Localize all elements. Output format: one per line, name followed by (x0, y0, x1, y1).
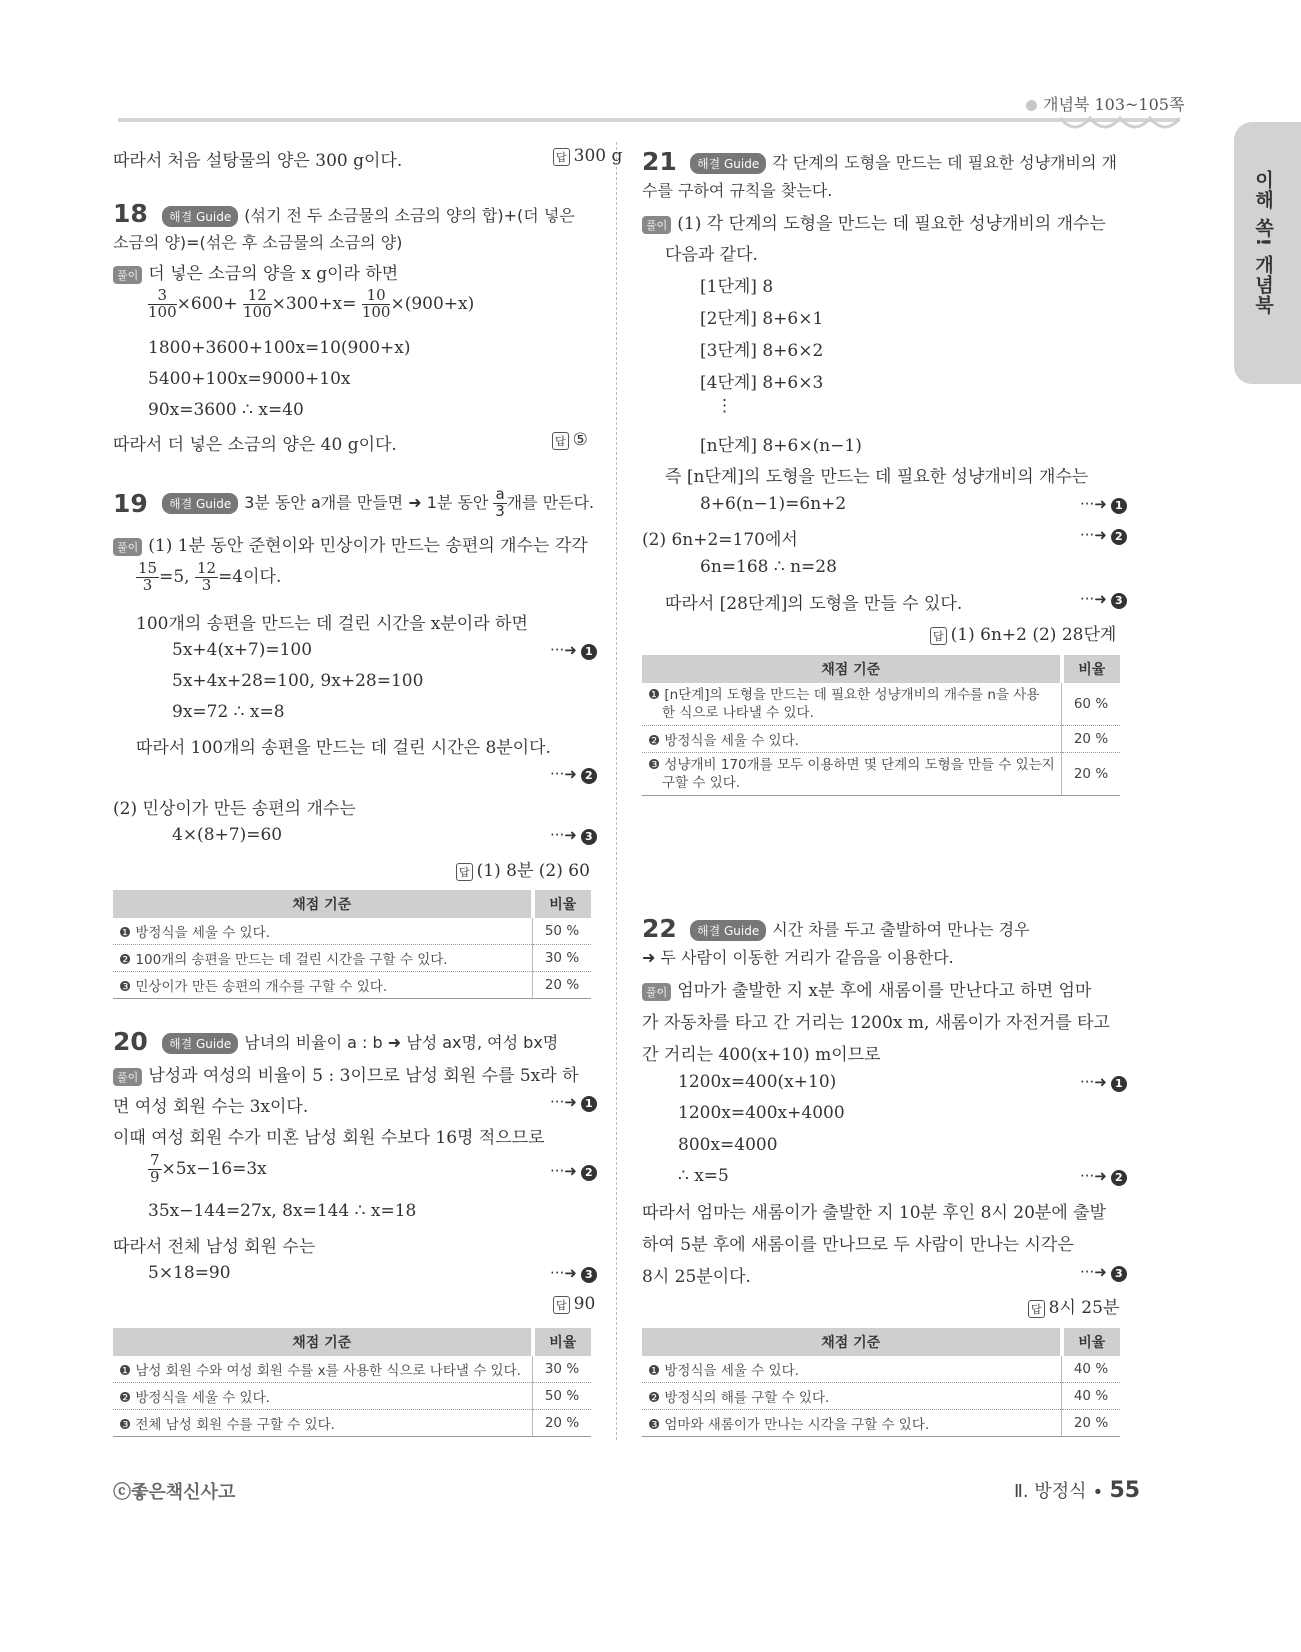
step-marker-2: ···➜ 2 (550, 1162, 597, 1181)
p19-equation1: 5x+4(x+7)=100 (172, 640, 313, 660)
table-row: ❷ 방정식의 해를 구할 수 있다. 40 % (642, 1383, 1120, 1410)
problem-number-19: 19 (113, 489, 148, 518)
step-marker-2: ···➜ 2 (1080, 526, 1127, 545)
p18-equation3: 5400+100x=9000+10x (148, 369, 351, 389)
header-rule (118, 118, 1180, 122)
p20-scoring-table (113, 1328, 591, 1437)
p21-line4: (2) 6n+2=170에서 (642, 530, 798, 550)
table-header-ratio: 비율 (533, 890, 592, 918)
column-divider (616, 142, 617, 1440)
answer-icon: 답 (553, 1296, 570, 1314)
p19-line4: 따라서 100개의 송편을 만드는 데 걸린 시간은 8분이다. (136, 738, 551, 758)
p19-equation4: 4×(8+7)=60 (172, 825, 283, 845)
table-row: ❷ 방정식을 세울 수 있다. 50 % (113, 1383, 591, 1410)
p21-equation1: 8+6(n−1)=6n+2 (700, 494, 847, 514)
p22-equation1: 1200x=400(x+10) (678, 1072, 837, 1092)
p21-guide: 해결 Guide 각 단계의 도형을 만드는 데 필요한 성냥개비의 개 (690, 150, 1117, 174)
table-header-ratio: 비율 (1062, 655, 1121, 683)
p19-equation3: 9x=72 ∴ x=8 (172, 702, 285, 722)
p18-equation1: $\frac{3}{100}$ ×600+ $\frac{12}{100}$ ×300+x= $\frac{10}{100}$ ×(900+x) (148, 286, 475, 321)
table-row: ❶ 방정식을 세울 수 있다. 50 % (113, 918, 591, 945)
fraction: $\frac{10}{100}$ (361, 286, 391, 321)
p21-line3: 즉 [n단계]의 도형을 만드는 데 필요한 성냥개비의 개수는 (665, 467, 1089, 487)
p22-equation3: 800x=4000 (678, 1135, 778, 1155)
table-header-criteria: 채점 기준 (113, 1328, 533, 1356)
bullet-icon (1026, 100, 1037, 111)
page-footer (1014, 1477, 1140, 1503)
p22-line3: 간 거리는 400(x+10) m이므로 (642, 1045, 881, 1065)
chapter-label: Ⅱ. 방정식 ∙ (1014, 1481, 1104, 1502)
table-header-criteria: 채점 기준 (642, 655, 1062, 683)
p19-scoring-table (113, 890, 591, 999)
answer-icon: 답 (552, 432, 569, 450)
p20-equation1: $\frac{7}{9}$ ×5x−16=3x (150, 1151, 267, 1186)
p20-line1: 풀이 남성과 여성의 비율이 5 : 3이므로 남성 회원 수를 5x라 하 (113, 1061, 579, 1086)
p22-equation2: 1200x=400x+4000 (678, 1103, 845, 1123)
p21-line2: 다음과 같다. (665, 245, 758, 265)
guide-badge: 해결 Guide (690, 920, 766, 941)
p18-conclusion: 따라서 더 넣은 소금의 양은 40 g이다. (113, 435, 397, 455)
guide-badge: 해결 Guide (162, 206, 238, 227)
table-header-criteria: 채점 기준 (113, 890, 533, 918)
p18-guide: 해결 Guide (섞기 전 두 소금물의 소금의 양의 합)+(더 넣은 (162, 203, 575, 227)
p17-conclusion: 따라서 처음 설탕물의 양은 300 g이다. (113, 151, 403, 171)
answer-icon: 답 (1028, 1300, 1045, 1318)
p18-guide-cont: 소금의 양)=(섞은 후 소금물의 소금의 양) (113, 233, 403, 252)
wave-decoration-icon (1060, 112, 1180, 136)
step-marker-3: ···➜ 3 (550, 1264, 597, 1283)
p21-equation2: 6n=168 ∴ n=28 (700, 557, 837, 577)
p20-guide: 해결 Guide 남녀의 비율이 a : b ➜ 남성 ax명, 여성 bx명 (162, 1030, 558, 1054)
p22-guide-cont: ➜ 두 사람이 이동한 거리가 같음을 이용한다. (642, 948, 954, 967)
p22-scoring-table (642, 1328, 1120, 1437)
step-marker-3: ···➜ 3 (550, 826, 597, 845)
p21-step-n: [n단계] 8+6×(n−1) (700, 436, 862, 456)
problem-number-20: 20 (113, 1027, 148, 1056)
p21-line1: 풀이 (1) 각 단계의 도형을 만드는 데 필요한 성냥개비의 개수는 (642, 209, 1106, 234)
side-tab-label: 이해 쏙! 개념북 (1252, 170, 1274, 315)
guide-badge: 해결 Guide (162, 1033, 238, 1054)
table-row: ❶ 방정식을 세울 수 있다. 40 % (642, 1356, 1120, 1383)
p20-equation3: 5×18=90 (148, 1263, 231, 1283)
fraction: $\frac{15}{3}$ (138, 559, 158, 594)
step-marker-2: ···➜ 2 (550, 765, 597, 784)
step-marker-1: ···➜ 1 (1080, 1073, 1127, 1092)
p21-step3: [3단계] 8+6×2 (700, 341, 824, 361)
table-header-ratio: 비율 (1062, 1328, 1121, 1356)
fraction: $\frac{12}{3}$ (196, 559, 217, 594)
p19-answer: 답 (1) 8분 (2) 60 (456, 856, 590, 881)
p21-ellipsis: ⋮ (716, 396, 733, 416)
p18-equation4: 90x=3600 ∴ x=40 (148, 400, 304, 420)
p22-line4: 따라서 엄마는 새롬이가 출발한 지 10분 후인 8시 20분에 출발 (642, 1203, 1106, 1223)
step-marker-1: ···➜ 1 (1080, 495, 1127, 514)
p21-answer: 답 (1) 6n+2 (2) 28단계 (930, 620, 1116, 645)
step-marker-1: ···➜ 1 (550, 641, 597, 660)
p22-equation4: ∴ x=5 (678, 1166, 729, 1186)
p22-guide: 해결 Guide 시간 차를 두고 출발하여 만나는 경우 (690, 917, 1030, 941)
p22-line6: 8시 25분이다. (642, 1267, 751, 1287)
table-row: ❸ 전체 남성 회원 수를 구할 수 있다. 20 % (113, 1410, 591, 1437)
p19-guide: 해결 Guide 3분 동안 a개를 만들면 ➜ 1분 동안 $\frac{a}{3}$ 개를 만든다. (162, 487, 594, 520)
table-row: ❷ 100개의 송편을 만드는 데 걸린 시간을 구할 수 있다. 30 % (113, 945, 591, 972)
p20-line4: 따라서 전체 남성 회원 수는 (113, 1237, 316, 1257)
table-row: ❶ [n단계]의 도형을 만드는 데 필요한 성냥개비의 개수를 n을 사용 한 식으로 나타낼 수 있다. 60 % (642, 683, 1120, 726)
p20-line2: 면 여성 회원 수는 3x이다. (113, 1097, 309, 1117)
p21-step2: [2단계] 8+6×1 (700, 309, 824, 329)
p20-equation2: 35x−144=27x, 8x=144 ∴ x=18 (148, 1201, 417, 1221)
p22-line5: 하여 5분 후에 새롬이를 만나므로 두 사람이 만나는 시각은 (642, 1235, 1074, 1255)
table-header-criteria: 채점 기준 (642, 1328, 1062, 1356)
solution-badge: 풀이 (113, 538, 142, 556)
fraction: $\frac{12}{100}$ (242, 286, 272, 321)
step-marker-3: ···➜ 3 (1080, 1263, 1127, 1282)
guide-badge: 해결 Guide (690, 153, 766, 174)
p22-line1: 풀이 엄마가 출발한 지 x분 후에 새롬이를 만난다고 하면 엄마 (642, 976, 1091, 1001)
publisher-logo: ⓒ좋은책신사고 (113, 1482, 236, 1503)
p20-line3: 이때 여성 회원 수가 미혼 남성 회원 수보다 16명 적으므로 (113, 1128, 545, 1148)
p19-equation2: 5x+4x+28=100, 9x+28=100 (172, 671, 424, 691)
p19-line1: 풀이 (1) 1분 동안 준현이와 민상이가 만드는 송편의 개수는 각각 (113, 531, 588, 556)
table-row: ❸ 성냥개비 170개를 모두 이용하면 몇 단계의 도형을 만들 수 있는지 구할 수 있다. 20 % (642, 753, 1120, 796)
fraction: $\frac{a}{3}$ (495, 485, 505, 520)
answer-icon: 답 (930, 627, 947, 645)
p18-line1: 풀이 더 넣은 소금의 양을 x g이라 하면 (113, 259, 398, 284)
p22-answer: 답 8시 25분 (1028, 1293, 1119, 1318)
header-text: 개념북 103~105쪽 (1043, 95, 1185, 114)
table-row: ❸ 민상이가 만든 송편의 개수를 구할 수 있다. 20 % (113, 972, 591, 999)
p19-line5: (2) 민상이가 만든 송편의 개수는 (113, 799, 356, 819)
p18-equation2: 1800+3600+100x=10(900+x) (148, 338, 411, 358)
problem-number-22: 22 (642, 914, 677, 943)
fraction: $\frac{3}{100}$ (148, 286, 177, 321)
p21-line5: 따라서 [28단계]의 도형을 만들 수 있다. (665, 594, 963, 614)
p19-line3: 100개의 송편을 만드는 데 걸린 시간을 x분이라 하면 (136, 614, 528, 634)
p21-scoring-table (642, 655, 1120, 796)
answer-icon: 답 (456, 863, 473, 881)
p17-answer: 답 300 g (553, 146, 622, 166)
p18-answer: 답 ⑤ (552, 430, 588, 450)
table-row: ❸ 엄마와 새롬이가 만나는 시각을 구할 수 있다. 20 % (642, 1410, 1120, 1437)
solution-badge: 풀이 (113, 266, 142, 284)
p21-guide-cont: 수를 구하여 규칙을 찾는다. (642, 181, 833, 200)
page-number: 55 (1109, 1478, 1141, 1503)
step-marker-1: ···➜ 1 (550, 1093, 597, 1112)
step-marker-3: ···➜ 3 (1080, 590, 1127, 609)
p19-fractions: $\frac{15}{3}$ =5, $\frac{12}{3}$ =4이다. (138, 559, 282, 594)
table-row: ❶ 남성 회원 수와 여성 회원 수를 x를 사용한 식으로 나타낼 수 있다. 30 % (113, 1356, 591, 1383)
answer-icon: 답 (553, 148, 570, 166)
solution-badge: 풀이 (642, 216, 671, 234)
p21-step4: [4단계] 8+6×3 (700, 373, 824, 393)
solution-badge: 풀이 (642, 983, 671, 1001)
fraction: $\frac{7}{9}$ (150, 1151, 160, 1186)
table-row: ❷ 방정식을 세울 수 있다. 20 % (642, 726, 1120, 753)
table-header-ratio: 비율 (533, 1328, 592, 1356)
step-marker-2: ···➜ 2 (1080, 1167, 1127, 1186)
p22-line2: 가 자동차를 타고 간 거리는 1200x m, 새롬이가 자전거를 타고 (642, 1013, 1110, 1033)
p21-step1: [1단계] 8 (700, 277, 774, 297)
problem-number-18: 18 (113, 199, 148, 228)
p20-answer: 답 90 (553, 1294, 595, 1314)
solution-badge: 풀이 (113, 1068, 142, 1086)
problem-number-21: 21 (642, 147, 677, 176)
guide-badge: 해결 Guide (162, 493, 238, 514)
